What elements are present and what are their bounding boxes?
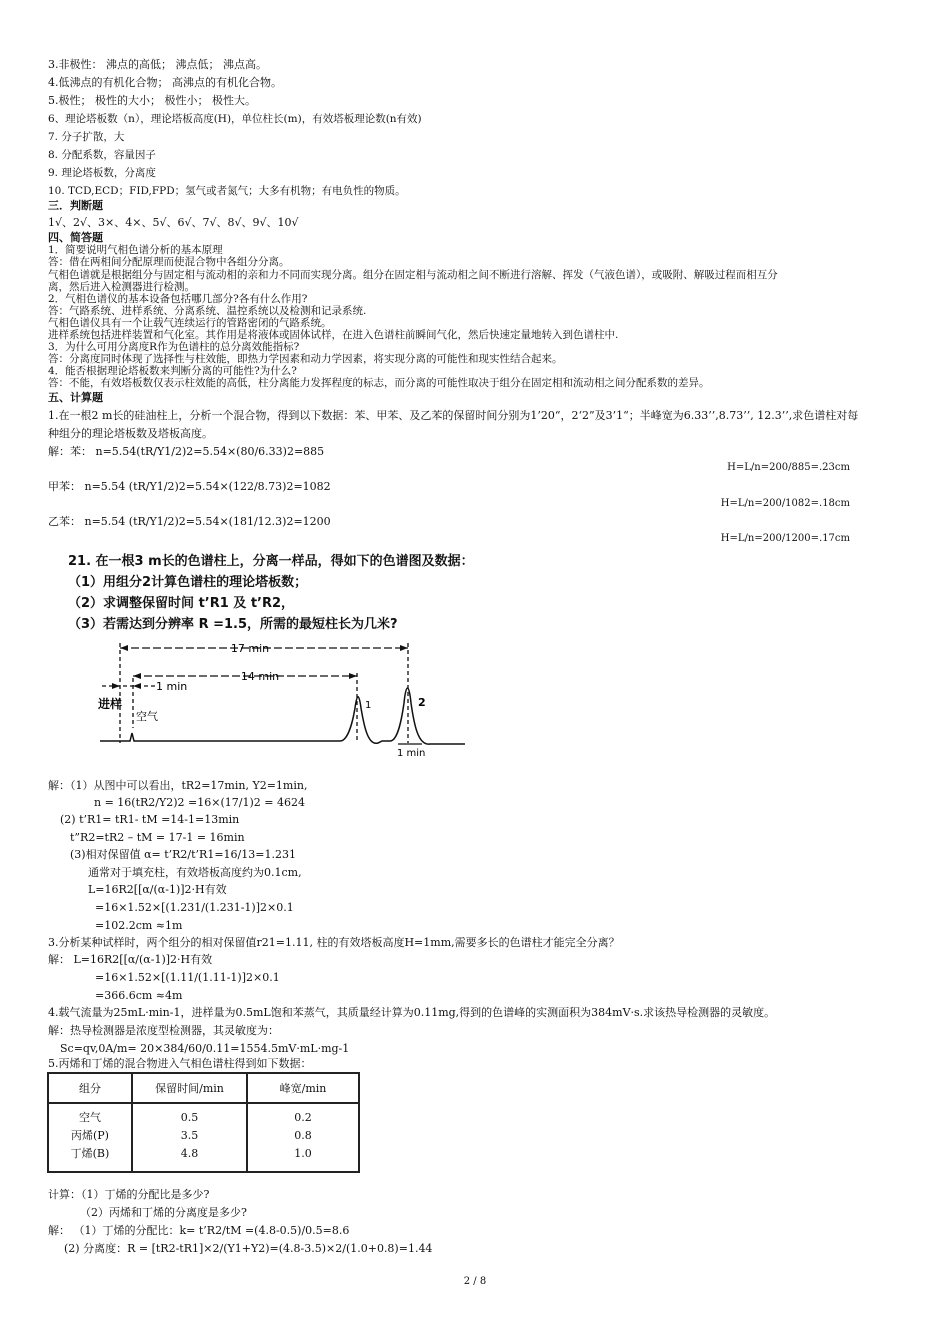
arrow-1min-b	[133, 683, 141, 689]
line-sol21-n: n = 16(tR2/Y2)2 =16×(17/1)2 = 4624	[94, 796, 305, 809]
line-q3: 3．为什么可用分离度R作为色谱柱的总分离效能指标?	[48, 341, 300, 353]
table-cell: 丙烯(P)	[70, 1129, 109, 1142]
figure-question-1: （1）用组分2计算色谱柱的理论塔板数；	[68, 575, 308, 590]
line-calc5: 5.丙烯和丁烯的混合物进入气相色谱柱得到如下数据：	[48, 1057, 312, 1070]
line-calc5-a1: 解： （1）丁烯的分配比：k= t’R2/tM =(4.8-0.5)/0.5=8.6	[48, 1224, 350, 1237]
line-sol21-3b: 通常对于填充柱，有效塔板高度约为0.1cm,	[88, 866, 302, 879]
line-calc3-sol2: =16×1.52×[(1.11/(1.11-1)]2×0.1	[95, 971, 280, 984]
line-benzene: 解：苯： n=5.54(tR/Y1/2)2=5.54×(80/6.33)2=885	[48, 445, 325, 458]
line-judge-answers: 1√、2√、3×、4×、5√、6√、7√、8√、9√、10√	[48, 216, 299, 229]
line-toluene-h: H=L/n=200/1082=.18cm	[720, 498, 850, 509]
line-6: 8. 分配系数，容量因子	[48, 149, 156, 161]
line-sol21-2: (2) t’R1= tR1- tM =14-1=13min	[60, 813, 240, 826]
arrow-1min-a	[112, 683, 120, 689]
arrow-14-left	[133, 673, 141, 679]
line-a1: 答：借在两相间分配原理而使混合物中各组分分离。	[48, 256, 290, 268]
section-short-answer: 四、简答题	[48, 231, 103, 244]
table-cell: 4.8	[180, 1147, 199, 1160]
label-air: 空气	[136, 710, 158, 723]
label-peak2: 2	[418, 696, 426, 709]
label-1min-top: 1 min	[156, 680, 188, 693]
line-calc3: 3.分析某种试样时，两个组分的相对保留值r21=1.11, 柱的有效塔板高度H=1mm,需要多长的色谱柱才能完全分离？	[48, 936, 620, 949]
label-14min: 14 min	[240, 670, 280, 683]
line-sol21-L: L=16R2[[α/(α-1)]2·H有效	[88, 883, 227, 896]
line-calc4-sol2: Sc=qv,0A/m= 20×384/60/0.11=1554.5mV·mL·mg-1	[60, 1042, 350, 1055]
line-4: 6、理论塔板数（n），理论塔板高度(H)，单位柱长(m)，有效塔板理论数(n有效)	[48, 113, 422, 125]
line-a3: 答：分离度同时体现了选择性与柱效能，即热力学因素和动力学因素，将实现分离的可能性和现实性结合起来。	[48, 353, 563, 365]
line-2: 4.低沸点的有机化合物； 高沸点的有机化合物。	[48, 76, 282, 89]
line-calc5-a2: (2) 分离度：R = [tR2-tR1]×2/(Y1+Y2)=(4.8-3.5)×2/(1.0+0.8)=1.44	[64, 1242, 433, 1255]
table-header-width: 峰宽/min	[247, 1073, 359, 1103]
line-q4: 4．能否根据理论塔板数来判断分离的可能性?为什么?	[48, 365, 297, 377]
line-toluene: 甲苯： n=5.54 (tR/Y1/2)2=5.54×(122/8.73)2=1082	[48, 480, 331, 493]
label-injection: 进样	[98, 697, 123, 711]
chromatogram-figure	[60, 548, 530, 773]
line-q1: 1．简要说明气相色谱分析的基本原理	[48, 244, 223, 256]
table-header-component: 组分	[48, 1073, 132, 1103]
section-judge: 三．判断题	[48, 199, 103, 212]
data-table	[47, 1072, 360, 1173]
line-a1b: 气相色谱就是根据组分与固定相与流动相的亲和力不同而实现分离。组分在固定相与流动相之间不断进行溶解、挥发（气液色谱），或吸附、解吸过程而相互分	[48, 269, 778, 281]
label-17min: 17 min	[230, 642, 270, 655]
line-ethylbenzene-h: H=L/n=200/1200=.17cm	[720, 533, 850, 544]
line-q2: 2．气相色谱仪的基本设备包括哪几部分?各有什么作用?	[48, 293, 308, 305]
line-5: 7. 分子扩散，大	[48, 131, 125, 143]
arrow-17-right	[400, 645, 408, 651]
table-header-row	[48, 1073, 359, 1103]
line-ethylbenzene: 乙苯： n=5.54 (tR/Y1/2)2=5.54×(181/12.3)2=1200	[48, 515, 331, 528]
figure-question-3: （3）若需达到分辨率 R =1.5，所需的最短柱长为几米?	[68, 617, 398, 632]
table-cell: 0.5	[180, 1111, 199, 1124]
table-cell: 1.0	[294, 1147, 312, 1160]
table-cell: 0.2	[294, 1111, 312, 1124]
figure-question-title: 21. 在一根3 m长的色谱柱上，分离一样品，得如下的色谱图及数据：	[68, 554, 474, 569]
line-sol21-L3: =102.2cm ≈1m	[95, 919, 183, 932]
line-a4: 答：不能，有效塔板数仅表示柱效能的高低，柱分离能力发挥程度的标志，而分离的可能性取决于组分在固定相和流动相之间分配系数的差异。	[48, 377, 710, 389]
line-calc5-q1: 计算：（1）丁烯的分配比是多少?	[48, 1188, 210, 1201]
table-col-retention	[132, 1103, 247, 1172]
line-sol21-2b: t”R2=tR2 – tM = 17-1 = 16min	[70, 831, 245, 844]
chromatogram-plot	[60, 548, 530, 773]
line-benzene-h: H=L/n=200/885=.23cm	[727, 462, 850, 473]
table-header-retention: 保留时间/min	[132, 1073, 247, 1103]
line-a2: 答：气路系统、进样系统、分离系统、温控系统以及检测和记录系统.	[48, 305, 367, 317]
line-sol21-3: (3)相对保留值 α= t’R2/t’R1=16/13=1.231	[70, 848, 296, 861]
section-calculation: 五、计算题	[48, 391, 103, 404]
label-1min-bottom: 1 min	[397, 748, 426, 759]
arrow-14-right	[349, 673, 357, 679]
line-sol21: 解：（1）从图中可以看出，tR2=17min, Y2=1min,	[48, 779, 308, 792]
table-cell: 空气	[78, 1111, 101, 1124]
table-cell: 丁烯(B)	[70, 1147, 110, 1160]
line-a2b: 气相色谱仪具有一个让载气连续运行的管路密闭的气路系统。	[48, 317, 332, 329]
table-cell: 3.5	[180, 1129, 199, 1142]
page-number: 2 / 8	[463, 1276, 487, 1287]
table-col-components	[48, 1103, 132, 1172]
line-sol21-L2: =16×1.52×[(1.231/(1.231-1)]2×0.1	[95, 901, 294, 914]
line-calc1b: 种组分的理论塔板数及塔板高度。	[48, 427, 213, 440]
label-peak1: 1	[365, 700, 372, 711]
table-cell: 0.8	[294, 1129, 312, 1142]
line-calc5-q2: （2）丙烯和丁烯的分离度是多少?	[80, 1206, 247, 1219]
table-body-row	[48, 1103, 359, 1172]
line-a1c: 离，然后进入检测器进行检测。	[48, 281, 195, 293]
line-1: 3.非极性： 沸点的高低； 沸点低； 沸点高。	[48, 58, 267, 71]
line-7: 9. 理论塔板数，分离度	[48, 167, 156, 179]
line-calc3-sol3: =366.6cm ≈4m	[95, 989, 183, 1002]
table-col-widths	[247, 1103, 359, 1172]
line-calc3-sol: 解： L=16R2[[α/(α-1)]2·H有效	[48, 953, 213, 966]
line-a2c: 进样系统包括进样装置和气化室。其作用是将液体或固体试样，在进入色谱柱前瞬间气化，然后快速定量地转入到色谱柱中.	[48, 329, 619, 341]
arrow-17-left	[120, 645, 128, 651]
line-3: 5.极性； 极性的大小； 极性小； 极性大。	[48, 94, 256, 107]
line-8: 10. TCD,ECD；FID,FPD；氢气或者氮气；大多有机物；有电负性的物质。	[48, 185, 406, 197]
line-calc1: 1.在一根2 m长的硅油柱上，分析一个混合物，得到以下数据：苯、甲苯、及乙苯的保留时间分别为1’20“，2‘2”及3’1“；半峰宽为6.33’’,8.73’’, 12.3’’,求色谱柱对每	[48, 409, 859, 422]
figure-question-2: （2）求调整保留时间 t’R1 及 t’R2，	[68, 596, 295, 611]
line-calc4: 4.载气流量为25mL·min-1，进样量为0.5mL饱和苯蒸气，其质量经计算为0.11mg,得到的色谱峰的实测面积为384mV·s.求该热导检测器的灵敏度。	[48, 1006, 776, 1019]
line-calc4-sol: 解：热导检测器是浓度型检测器，其灵敏度为：	[48, 1024, 279, 1037]
